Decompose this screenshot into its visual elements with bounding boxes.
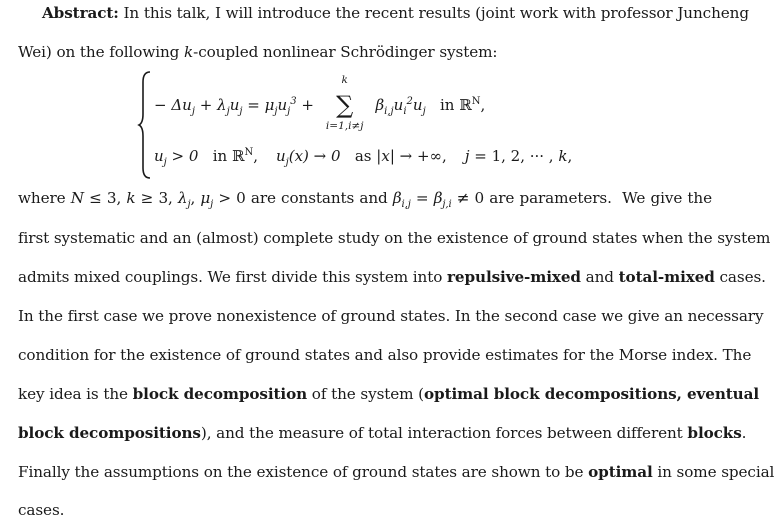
blocks-term: blocks: [687, 424, 742, 442]
optimal-term: optimal: [588, 463, 653, 481]
paragraph-line-9: cases.: [18, 501, 65, 519]
intro-text-2: Wei) on the following k-coupled nonlinear Schrödinger system:: [18, 43, 498, 61]
abstract-label: Abstract:: [42, 4, 119, 22]
total-mixed-term: total-mixed: [618, 268, 715, 286]
paragraph-line-6: key idea is the block decomposition of the system (optimal block decompositions, eventual: [18, 385, 760, 403]
paragraph-line-7: block decompositions), and the measure of total interaction forces between different blocks.: [18, 424, 747, 442]
block-decompositions-term: block decompositions: [18, 424, 201, 442]
paragraph-line-8: Finally the assumptions on the existence of ground states are shown to be optimal in some special: [18, 463, 774, 481]
sum-lower-limit: i=1,i≠j: [325, 120, 364, 132]
equation-2: $u_j > 0$ in ℝ$^N$, $u_j(x) \to 0$ as |x| → +∞, j = 1, 2, ··· , k,: [154, 147, 573, 168]
intro-text: In this talk, I will introduce the recent results (joint work with professor Juncheng: [118, 4, 749, 22]
equation-1: − $\Delta u_j + \lambda_ju_j = \mu_ju_j^3$ + k ∑ i=1,i≠j $\beta_{i,j}u_i^2u_j$ in ℝ$^N$,: [154, 74, 486, 132]
abstract-line-2: [18, 42, 712, 62]
abstract-line-1: [42, 3, 749, 23]
sum-upper-limit: k: [341, 74, 348, 86]
paragraph-line-4: In the first case we prove nonexistence of ground states. In the second case we give an necessary: [18, 307, 764, 325]
paragraph-line-5: condition for the existence of ground states and also provide estimates for the Morse index. The: [18, 346, 752, 364]
paragraph-line-3: admits mixed couplings. We first divide this system into repulsive-mixed and total-mixed cases.: [18, 268, 766, 286]
paragraph-line-1: where N ≤ 3, k ≥ 3, $\lambda_j$, $\mu_j > 0$ are constants and $\beta_{i,j} = \beta_{j,i} \ne 0$ are parameters. We give the: [18, 189, 712, 211]
block-decomposition-term: block decomposition: [132, 385, 308, 403]
repulsive-mixed-term: repulsive-mixed: [447, 268, 581, 286]
sigma-symbol: ∑: [336, 91, 354, 119]
equation-system: [138, 70, 658, 180]
summation: [321, 74, 369, 132]
paragraph-line-2: first systematic and an (almost) complete study on the existence of ground states when the system: [18, 229, 771, 247]
optimal-block-term: optimal block decompositions, eventual: [424, 385, 760, 403]
left-brace: [138, 70, 152, 180]
